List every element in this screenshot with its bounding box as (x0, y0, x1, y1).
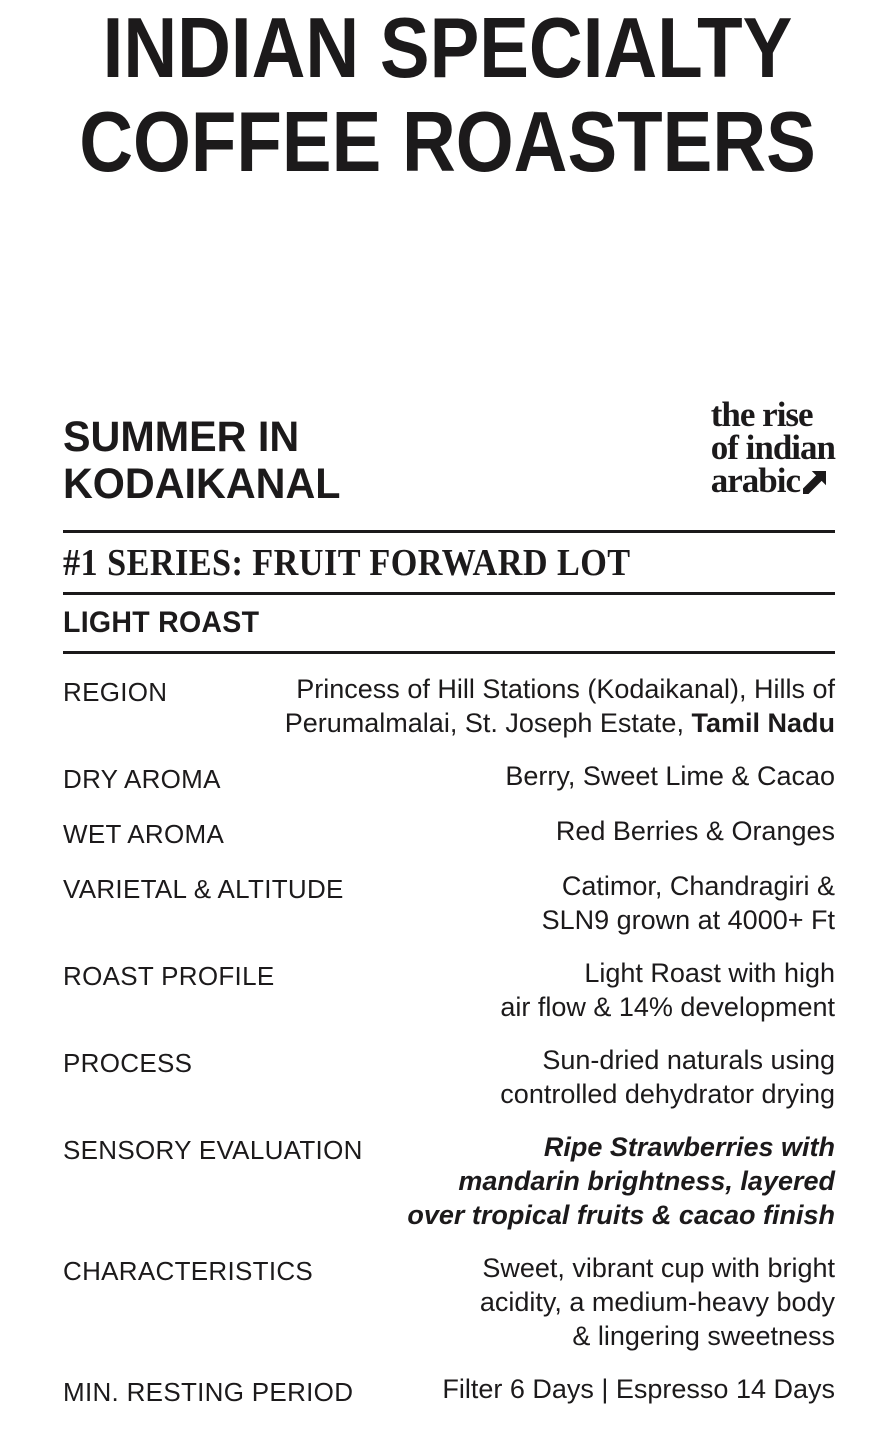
product-name-line1: SUMMER IN (63, 413, 300, 461)
row-label: WET AROMA (63, 819, 225, 849)
details-table (63, 672, 835, 1408)
value-line: Catimor, Chandragiri & (561, 871, 835, 901)
brand-logo-line1: the rise (710, 395, 813, 434)
value-line: mandarin brightness, layered (458, 1166, 835, 1196)
product-header (63, 395, 835, 508)
row-value (331, 1251, 835, 1353)
row-label: VARIETAL & ALTITUDE (63, 874, 344, 904)
value-line: over tropical fruits & cacao finish (407, 1200, 835, 1230)
row-label: DRY AROMA (63, 764, 221, 794)
table-row-process (63, 1043, 835, 1111)
table-row-roast-profile (63, 956, 835, 1024)
brand-logo-line3-text: arabic (710, 461, 801, 500)
table-row-region (63, 672, 835, 740)
coffee-label-page (0, 2, 895, 1446)
value-line: & lingering sweetness (572, 1321, 835, 1351)
brand-logo (710, 395, 835, 500)
table-row-varietal-altitude (63, 869, 835, 937)
row-label: PROCESS (63, 1048, 193, 1078)
row-value (185, 672, 835, 740)
value-bold-text: Tamil Nadu (691, 708, 835, 738)
value-line: acidity, a medium-heavy body (479, 1287, 835, 1317)
value-line (185, 706, 835, 740)
row-value (292, 956, 835, 1024)
brand-logo-line2: of indian (710, 428, 835, 467)
masthead-title (9, 2, 886, 190)
table-row-characteristics (63, 1251, 835, 1353)
value-line: air flow & 14% development (500, 992, 835, 1022)
row-value (362, 869, 835, 937)
table-row-sensory-evaluation (63, 1130, 835, 1232)
value-line: Filter 6 Days | Espresso 14 Days (442, 1374, 835, 1404)
row-label: ROAST PROFILE (63, 961, 275, 991)
row-value (242, 814, 835, 848)
row-value (239, 759, 835, 793)
row-label: CHARACTERISTICS (63, 1256, 314, 1286)
value-line: SLN9 grown at 4000+ Ft (541, 905, 835, 935)
row-label: SENSORY EVALUATION (63, 1135, 363, 1165)
brand-logo-line3 (710, 461, 835, 500)
row-label: MIN. RESTING PERIOD (63, 1377, 354, 1407)
value-line: Princess of Hill Stations (Kodaikanal), Hills of (296, 674, 835, 704)
series-heading: #1 SERIES: FRUIT FORWARD LOT (63, 542, 631, 584)
product-name-line2: KODAIKANAL (63, 460, 341, 508)
value-line: Berry, Sweet Lime & Cacao (505, 761, 835, 791)
product-name (63, 398, 340, 508)
northeast-arrow-icon (803, 471, 826, 494)
roast-level: LIGHT ROAST (63, 606, 260, 639)
value-text: Perumalmalai, St. Joseph Estate, (284, 708, 684, 738)
value-line: controlled dehydrator drying (500, 1079, 835, 1109)
masthead-title-line2: COFFEE ROASTERS (79, 94, 816, 191)
row-value (210, 1043, 835, 1111)
value-line: Ripe Strawberries with (543, 1132, 835, 1162)
row-value (371, 1372, 835, 1406)
value-line: Sweet, vibrant cup with bright (482, 1253, 835, 1283)
row-value (381, 1130, 835, 1232)
row-label: REGION (63, 677, 168, 707)
divider-bottom (63, 651, 835, 654)
table-row-dry-aroma (63, 759, 835, 795)
label-content (0, 395, 895, 1408)
value-line: Sun-dried naturals using (542, 1045, 835, 1075)
value-line: Light Roast with high (584, 958, 835, 988)
table-row-min-resting-period (63, 1372, 835, 1408)
table-row-wet-aroma (63, 814, 835, 850)
masthead-title-line1: INDIAN SPECIALTY (102, 0, 793, 97)
value-line: Red Berries & Oranges (555, 816, 835, 846)
